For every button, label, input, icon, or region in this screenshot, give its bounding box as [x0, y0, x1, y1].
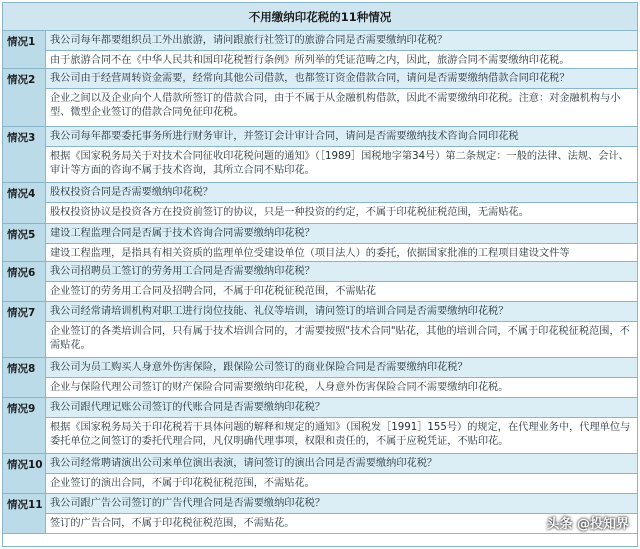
- watermark: 头条 @投知界: [546, 517, 629, 532]
- row-label: 情况4: [3, 183, 46, 223]
- row-question: 我公司经常聘请演出公司来单位演出表演，请问签订的演出合同是否需要缴纳印花税？: [46, 454, 637, 474]
- row-answer: 企业签订的劳务用工合同及招聘合同，不属于印花税征税范围，不需贴花: [46, 282, 637, 301]
- row-label: 情况2: [3, 69, 46, 126]
- row-question: 我公司每年都要委托事务所进行财务审计，并签订会计审计合同，请问是否需要缴纳技术咨询合同印花税: [46, 127, 637, 147]
- row-answer: 企业之间以及企业向个人借款所签订的借款合同，由于不属于从金融机构借款，因此不需要缴纳印花税。注意：对金融机构与小型、微型企业签订的借款合同免征印花税。: [46, 89, 637, 126]
- table-row: [3, 358, 637, 398]
- table-row: [3, 224, 637, 262]
- row-question: 我公司为员工购买人身意外伤害保险，跟保险公司签订的商业保险合同是否需要缴纳印花税？: [46, 358, 637, 378]
- row-label: 情况7: [3, 302, 46, 357]
- row-question: 我公司由于经营周转资金需要，经常向其他公司借款，也都签订资金借款合同，请问是否需要缴纳借款合同印花税？: [46, 69, 637, 89]
- tax-table: [2, 2, 638, 547]
- table-row: [3, 398, 637, 454]
- row-label: 情况11: [3, 494, 46, 533]
- row-answer: 企业与保险代理公司签订的财产保险合同需要缴纳印花税，人身意外伤害保险合同不需要缴纳印花税。: [46, 378, 637, 397]
- row-label: 情况6: [3, 262, 46, 301]
- row-label: 情况8: [3, 358, 46, 397]
- row-label: 情况5: [3, 224, 46, 261]
- table-row: [3, 127, 637, 183]
- row-question: 建设工程监理合同是否属于技术咨询合同需要缴纳印花税？: [46, 224, 637, 244]
- table-row: [3, 494, 637, 534]
- row-answer: 由于旅游合同不在《中华人民共和国印花税暂行条例》所列举的凭证范畴之内，因此，旅游合同不需要缴纳印花税。: [46, 51, 637, 68]
- row-answer: 根据《国家税务局关于对技术合同征收印花税问题的通知》（［1989］国税地字第34号）第二条规定：一般的法律、法规、会计、审计等方面的咨询不属于技术咨询，其所立合同不贴印花。: [46, 147, 637, 182]
- row-label: 情况9: [3, 398, 46, 453]
- row-answer: 签订的广告合同，不属于印花税征税范围，不需贴花。: [46, 514, 637, 533]
- row-label: 情况3: [3, 127, 46, 182]
- row-label: 情况1: [3, 31, 46, 68]
- row-question: 我公司跟代理记账公司签订的代账合同是否需要缴纳印花税？: [46, 398, 637, 418]
- table-title: 不用缴纳印花税的11种情况: [3, 3, 637, 31]
- row-question: 我公司招聘员工签订的劳务用工合同是否需要缴纳印花税？: [46, 262, 637, 282]
- row-label: 情况10: [3, 454, 46, 493]
- row-answer: 企业签订的演出合同，不属于印花税征税范围，不需贴花。: [46, 474, 637, 493]
- row-answer: 根据《国家税务局关于印花税若干具体问题的解释和规定的通知》（国税发［1991］155号）的规定，在代理业务中，代理单位与委托单位之间签订的委托代理合同，凡仅明确代理事项，权限和责任的，不属于应税凭证，不贴印花。: [46, 418, 637, 453]
- row-answer: 股权投资协议是投资各方在投资前签订的协议，只是一种投资的约定，不属于印花税征税范围，无需贴花。: [46, 203, 637, 223]
- row-answer: 企业签订的各类培训合同，只有属于技术培训合同的，才需要按照"技术合同"贴花，其他的培训合同，不属于印花税征税范围，不需贴花。: [46, 322, 637, 357]
- table-row: [3, 183, 637, 224]
- row-question: 我公司跟广告公司签订的广告代理合同是否需要缴纳印花税？: [46, 494, 637, 514]
- table-row: [3, 302, 637, 358]
- row-question: 我公司每年都要组织员工外出旅游，请问跟旅行社签订的旅游合同是否需要缴纳印花税？: [46, 31, 637, 51]
- table-row: [3, 69, 637, 127]
- row-question: 股权投资合同是否需要缴纳印花税？: [46, 183, 637, 203]
- table-row: [3, 454, 637, 494]
- table-row: [3, 262, 637, 302]
- table-row: [3, 31, 637, 69]
- row-answer: 建设工程监理，是指具有相关资质的监理单位受建设单位（项目法人）的委托，依据国家批准的工程项目建设文件等: [46, 244, 637, 261]
- row-question: 我公司经常请培训机构对职工进行岗位技能、礼仪等培训，请问签订的培训合同是否需要缴纳印花税？: [46, 302, 637, 322]
